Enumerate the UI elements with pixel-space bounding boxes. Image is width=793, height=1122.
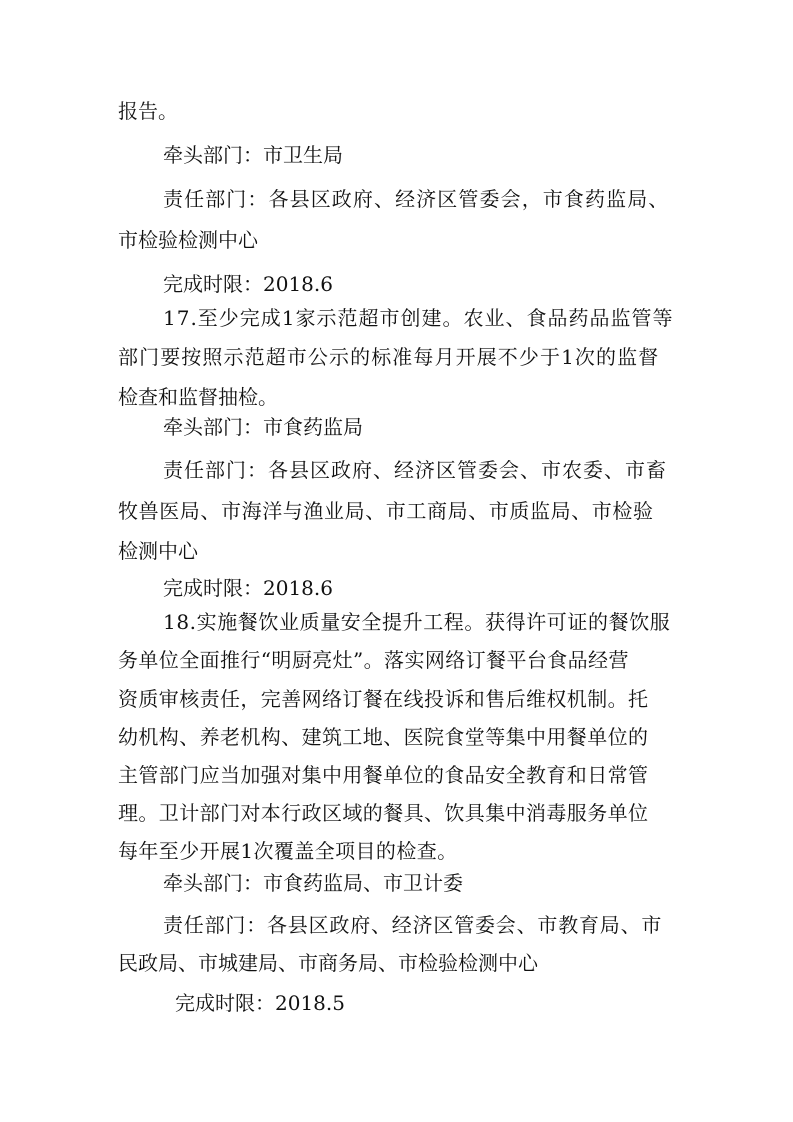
text-line-continuation: 报告。 (118, 99, 178, 123)
responsible-departments-16: 责任部门：各县区政府、经济区管委会，市食药监局、 (163, 187, 670, 211)
deadline-18: 完成时限：2018.5 (175, 991, 345, 1015)
item-18-line-4: 幼机构、养老机构、建筑工地、医院食堂等集中用餐单位的 (118, 725, 649, 749)
item-18-line-1: 18.实施餐饮业质量安全提升工程。获得许可证的餐饮服 (163, 610, 671, 634)
lead-department-17: 牵头部门：市食药监局 (163, 415, 363, 439)
item-17-line-3: 检查和监督抽检。 (118, 385, 278, 409)
deadline-16: 完成时限：2018.6 (163, 272, 333, 296)
item-18-line-7: 每年至少开展1次覆盖全项目的检查。 (118, 839, 458, 863)
lead-department-18: 牵头部门：市食药监局、市卫计委 (163, 871, 463, 895)
responsible-departments-17-cont-2: 检测中心 (118, 539, 198, 563)
item-17-line-1: 17.至少完成1家示范超市创建。农业、食品药品监管等 (163, 306, 674, 330)
responsible-departments-17-cont: 牧兽医局、市海洋与渔业局、市工商局、市质监局、市检验 (118, 499, 654, 523)
responsible-departments-18: 责任部门：各县区政府、经济区管委会、市教育局、市 (163, 913, 663, 937)
item-17-line-2: 部门要按照示范超市公示的标准每月开展不少于1次的监督 (118, 345, 660, 369)
responsible-departments-17: 责任部门：各县区政府、经济区管委会、市农委、市畜 (163, 458, 667, 482)
responsible-departments-16-cont: 市检验检测中心 (118, 228, 258, 252)
deadline-17: 完成时限：2018.6 (163, 576, 333, 600)
responsible-departments-18-cont: 民政局、市城建局、市商务局、市检验检测中心 (118, 951, 538, 975)
item-18-line-2: 务单位全面推行“明厨亮灶”。落实网络订餐平台食品经营 (118, 648, 629, 672)
lead-department-16: 牵头部门：市卫生局 (163, 143, 343, 167)
item-18-line-6: 理。卫计部门对本行政区域的餐具、饮具集中消毒服务单位 (118, 801, 649, 825)
item-18-line-3: 资质审核责任，完善网络订餐在线投诉和售后维权机制。托 (118, 687, 649, 711)
item-18-line-5: 主管部门应当加强对集中用餐单位的食品安全教育和日常管 (118, 763, 649, 787)
